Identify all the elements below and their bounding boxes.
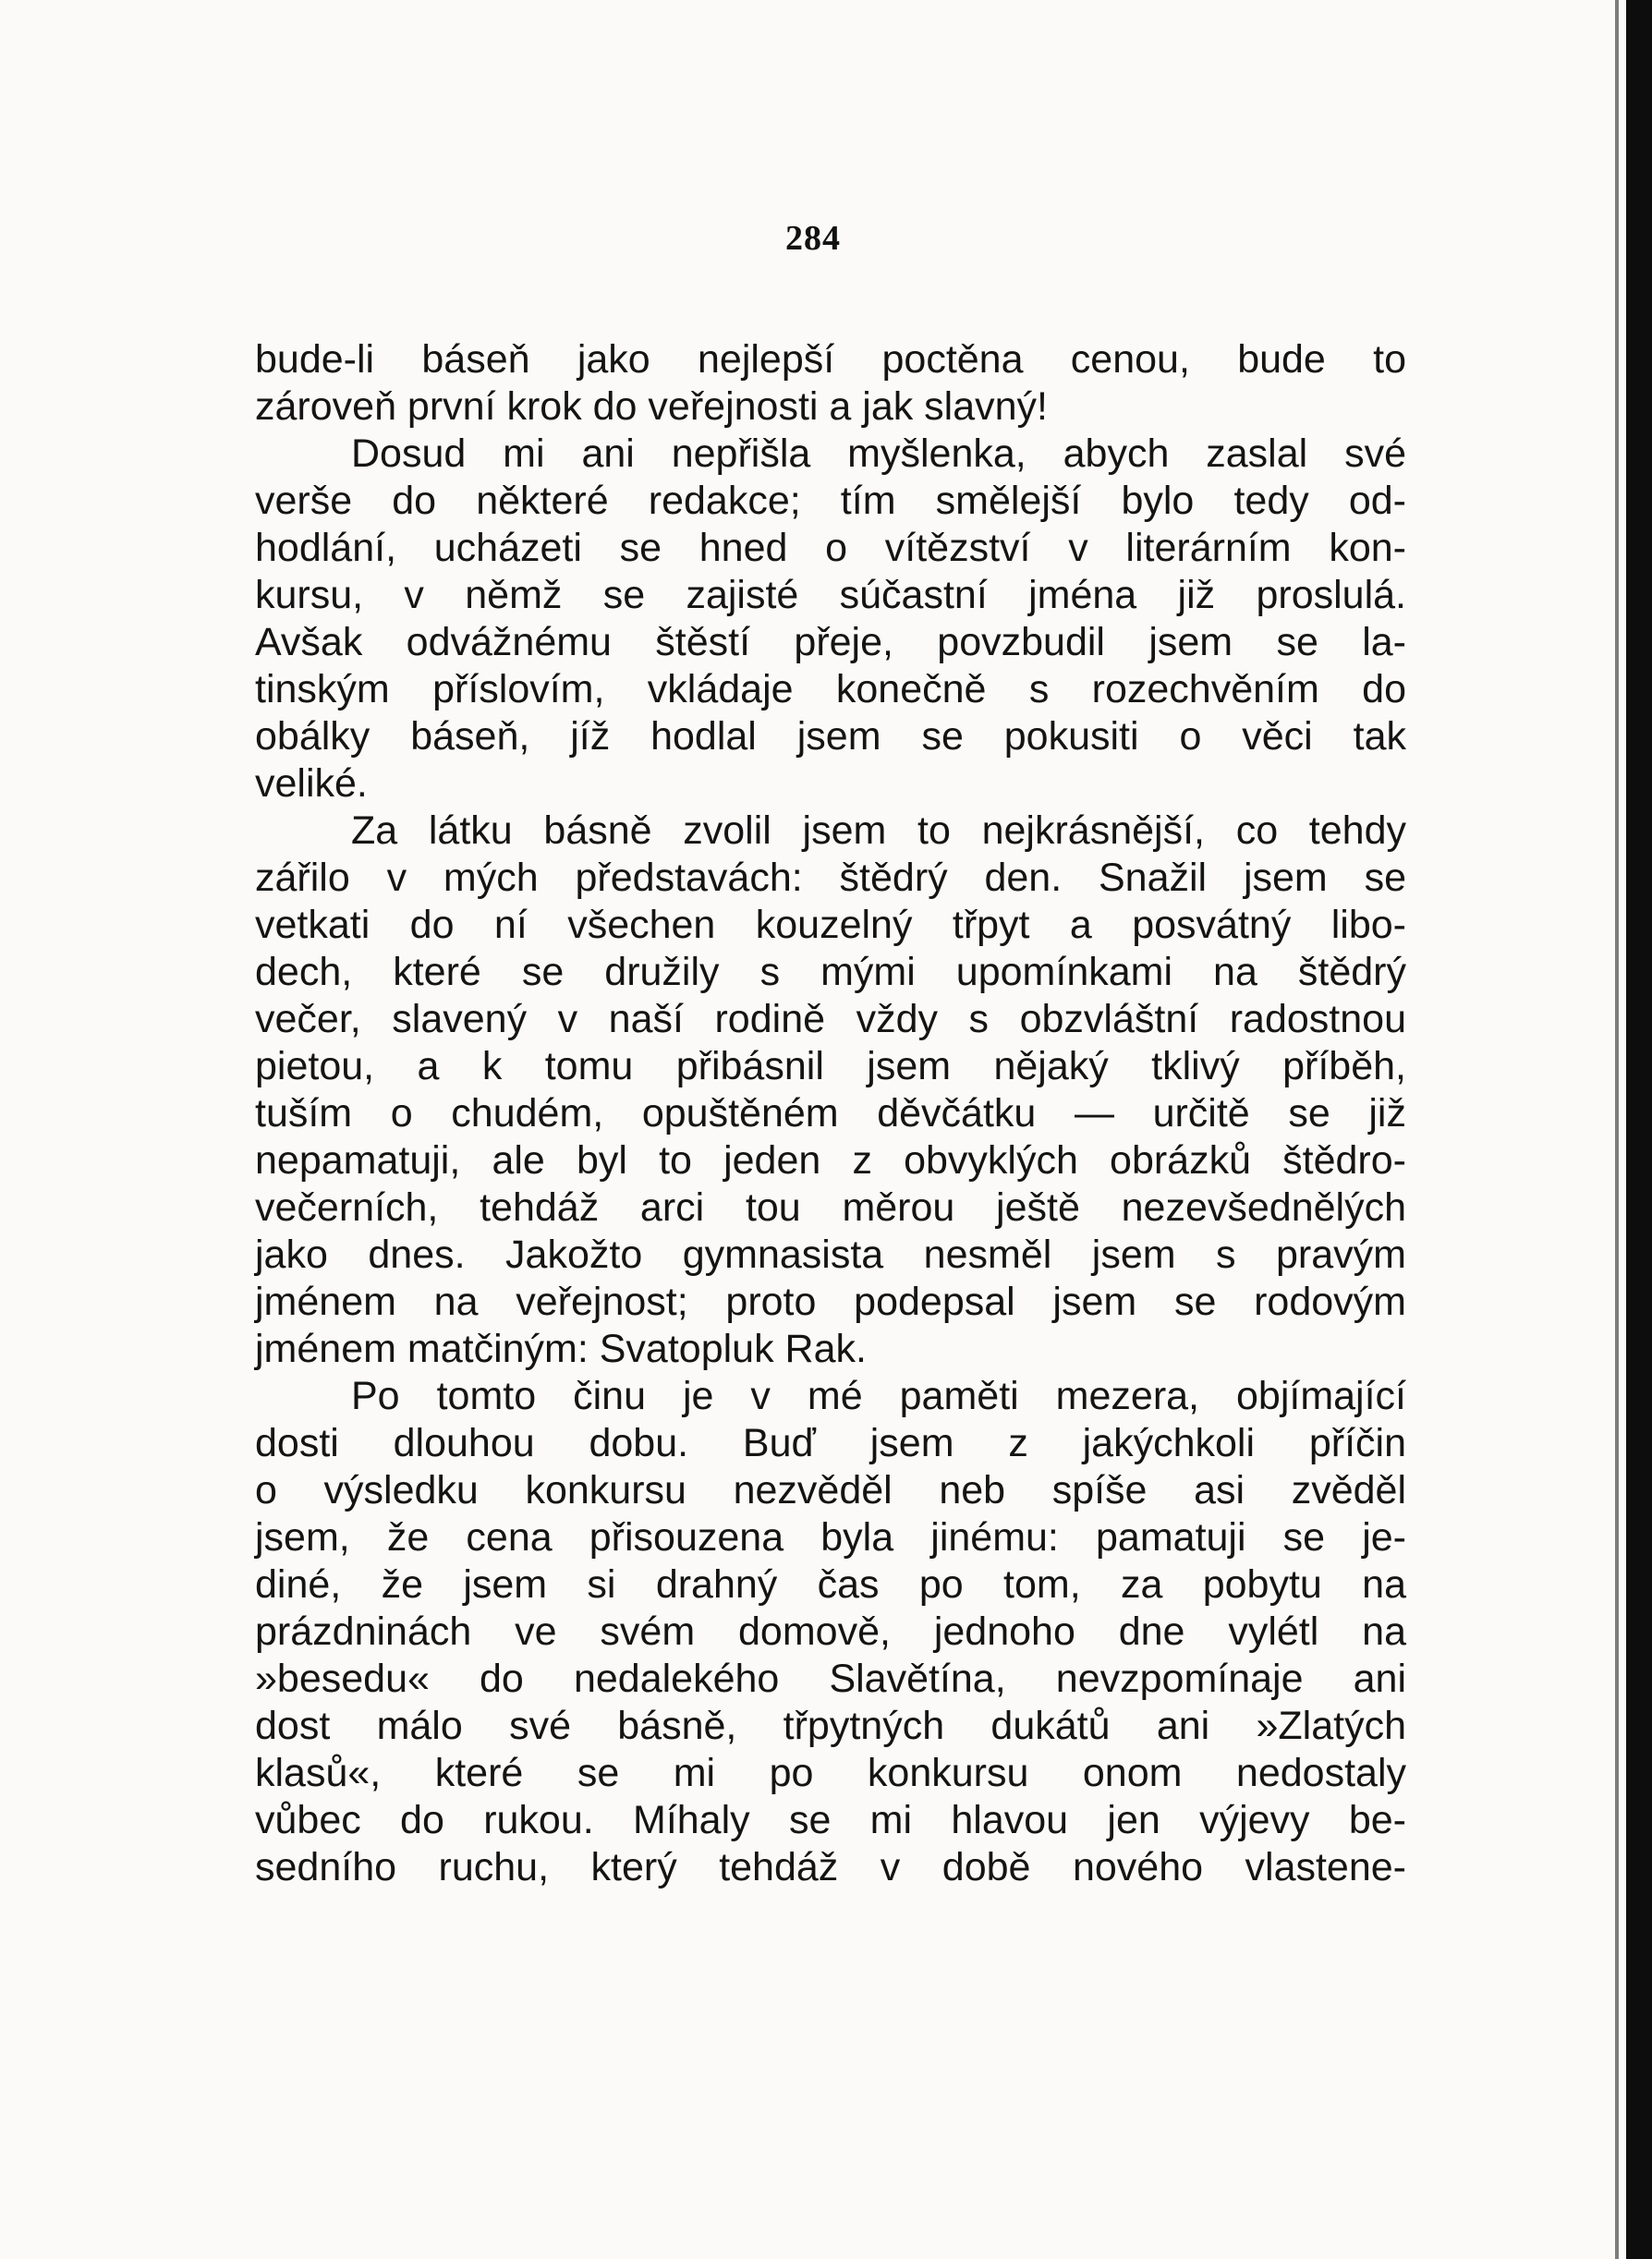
text-line: zároveň první krok do veřejnosti a jak slavný! xyxy=(255,384,1049,429)
text-line: tinským příslovím, vkládaje konečně s rozechvěním do xyxy=(255,667,1406,711)
text-line: sedního ruchu, který tehdáž v době nového vlastene- xyxy=(255,1845,1406,1889)
text-line: dech, které se družily s mými upomínkami na štědrý xyxy=(255,950,1406,994)
text-line: obálky báseň, jíž hodlal jsem se pokusiti o věci tak xyxy=(255,714,1406,759)
text-line: večerních, tehdáž arci tou měrou ještě nezevšednělých xyxy=(255,1185,1406,1230)
text-line: klasů«, které se mi po konkursu onom nedostaly xyxy=(255,1751,1406,1795)
text-line: bude-li báseň jako nejlepší poctěna cenou, bude to xyxy=(255,337,1406,382)
binding-shadow xyxy=(1615,0,1619,2259)
text-line: jménem na veřejnost; proto podepsal jsem se rodovým xyxy=(255,1280,1406,1324)
text-line: kursu, v němž se zajisté súčastní jména již proslulá. xyxy=(255,573,1406,617)
text-line: veliké. xyxy=(255,761,368,806)
text-line: jako dnes. Jakožto gymnasista nesměl jsem s pravým xyxy=(255,1233,1406,1277)
text-line: jsem, že cena přisouzena byla jinému: pamatuji se je- xyxy=(255,1515,1406,1560)
text-line: Po tomto činu je v mé paměti mezera, objímající xyxy=(351,1374,1406,1418)
text-line: »besedu« do nedalekého Slavětína, nevzpomínaje ani xyxy=(255,1657,1406,1701)
binding-edge xyxy=(1626,0,1652,2259)
text-line: Avšak odvážnému štěstí přeje, povzbudil jsem se la- xyxy=(255,620,1406,664)
text-line: o výsledku konkursu nezvěděl neb spíše asi zvěděl xyxy=(255,1468,1406,1512)
body-text xyxy=(255,336,1406,1891)
text-line: večer, slavený v naší rodině vždy s obzvláštní radostnou xyxy=(255,997,1406,1041)
text-line: jménem matčiným: Svatopluk Rak. xyxy=(255,1327,867,1371)
text-line: tuším o chudém, opuštěném děvčátku — určitě se již xyxy=(255,1091,1406,1136)
text-line: dost málo své básně, třpytných dukátů ani »Zlatých xyxy=(255,1704,1406,1748)
text-line: prázdninách ve svém domově, jednoho dne vylétl na xyxy=(255,1609,1406,1654)
text-line: Dosud mi ani nepřišla myšlenka, abych zaslal své xyxy=(351,431,1406,476)
text-line: diné, že jsem si drahný čas po tom, za pobytu na xyxy=(255,1562,1406,1607)
text-line: vůbec do rukou. Míhaly se mi hlavou jen výjevy be- xyxy=(255,1798,1406,1842)
text-line: Za látku básně zvolil jsem to nejkrásnější, co tehdy xyxy=(351,808,1406,853)
text-line: zářilo v mých představách: štědrý den. Snažil jsem se xyxy=(255,856,1406,900)
text-line: hodlání, ucházeti se hned o vítězství v literárním kon- xyxy=(255,526,1406,570)
text-line: pietou, a k tomu přibásnil jsem nějaký tklivý příběh, xyxy=(255,1044,1406,1088)
text-line: nepamatuji, ale byl to jeden z obvyklých obrázků štědro- xyxy=(255,1138,1406,1183)
page-number: 284 xyxy=(785,219,841,258)
text-line: dosti dlouhou dobu. Buď jsem z jakýchkoli příčin xyxy=(255,1421,1406,1465)
text-line: verše do některé redakce; tím smělejší bylo tedy od- xyxy=(255,479,1406,523)
text-line: vetkati do ní všechen kouzelný třpyt a posvátný libo- xyxy=(255,903,1406,947)
